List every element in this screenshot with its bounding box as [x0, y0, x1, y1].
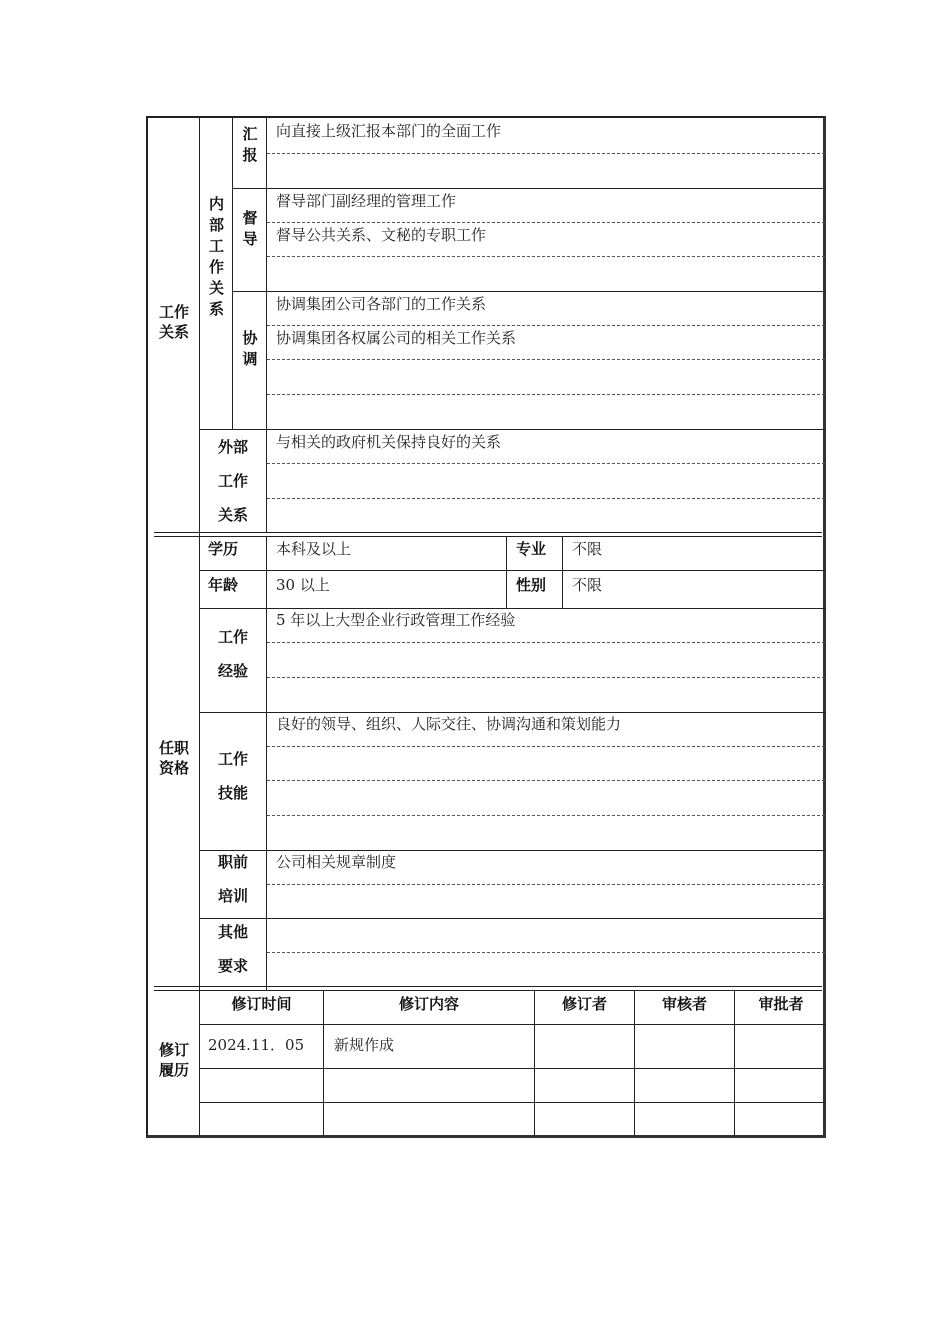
other-label: 其他 要求 — [217, 923, 248, 975]
internal-relations-label: 内部工作关系 — [207, 196, 225, 322]
experience-value: 5 年以上大型企业行政管理工作经验 — [276, 611, 516, 629]
report-line-1: 向直接上级汇报本部门的全面工作 — [276, 122, 502, 140]
section-label-work-relations: 工作关系 — [158, 303, 189, 341]
coordinate-label: 协调 — [240, 330, 259, 372]
age-value: 30 以上 — [276, 576, 330, 594]
supervise-line-1: 督导部门副经理的管理工作 — [276, 192, 457, 210]
experience-label: 工作 经验 — [217, 628, 248, 680]
gender-value: 不限 — [572, 576, 603, 594]
coordinate-line-2: 协调集团各权属公司的相关工作关系 — [276, 329, 517, 347]
age-label: 年龄 — [208, 576, 239, 594]
external-relations-label: 外部 工作 关系 — [217, 438, 248, 524]
supervise-label: 督导 — [240, 210, 259, 252]
rev-header-reviewer: 审核者 — [661, 995, 707, 1013]
training-value: 公司相关规章制度 — [276, 853, 397, 871]
report-label: 汇报 — [240, 126, 259, 168]
education-value: 本科及以上 — [276, 540, 352, 558]
skills-value: 良好的领导、组织、人际交往、协调沟通和策划能力 — [276, 715, 622, 733]
education-label: 学历 — [208, 540, 239, 558]
rev-row-1-content: 新规作成 — [334, 1036, 395, 1054]
job-description-table — [146, 116, 826, 1138]
rev-header-approver: 审批者 — [758, 995, 804, 1013]
skills-label: 工作 技能 — [217, 750, 248, 802]
rev-header-reviser: 修订者 — [561, 995, 607, 1013]
major-label: 专业 — [516, 540, 547, 558]
rev-header-date: 修订时间 — [231, 995, 292, 1013]
gender-label: 性别 — [516, 576, 547, 594]
rev-header-content: 修订内容 — [398, 995, 459, 1013]
training-label: 职前 培训 — [217, 853, 248, 905]
section-label-qualifications: 任职资格 — [158, 739, 189, 777]
major-value: 不限 — [572, 540, 603, 558]
supervise-line-2: 督导公共关系、文秘的专职工作 — [276, 226, 487, 244]
coordinate-line-1: 协调集团公司各部门的工作关系 — [276, 295, 487, 313]
external-line-1: 与相关的政府机关保持良好的关系 — [276, 433, 502, 451]
rev-row-1-date: 2024.11．05 — [208, 1036, 305, 1054]
section-label-revision-history: 修订履历 — [158, 1041, 189, 1079]
